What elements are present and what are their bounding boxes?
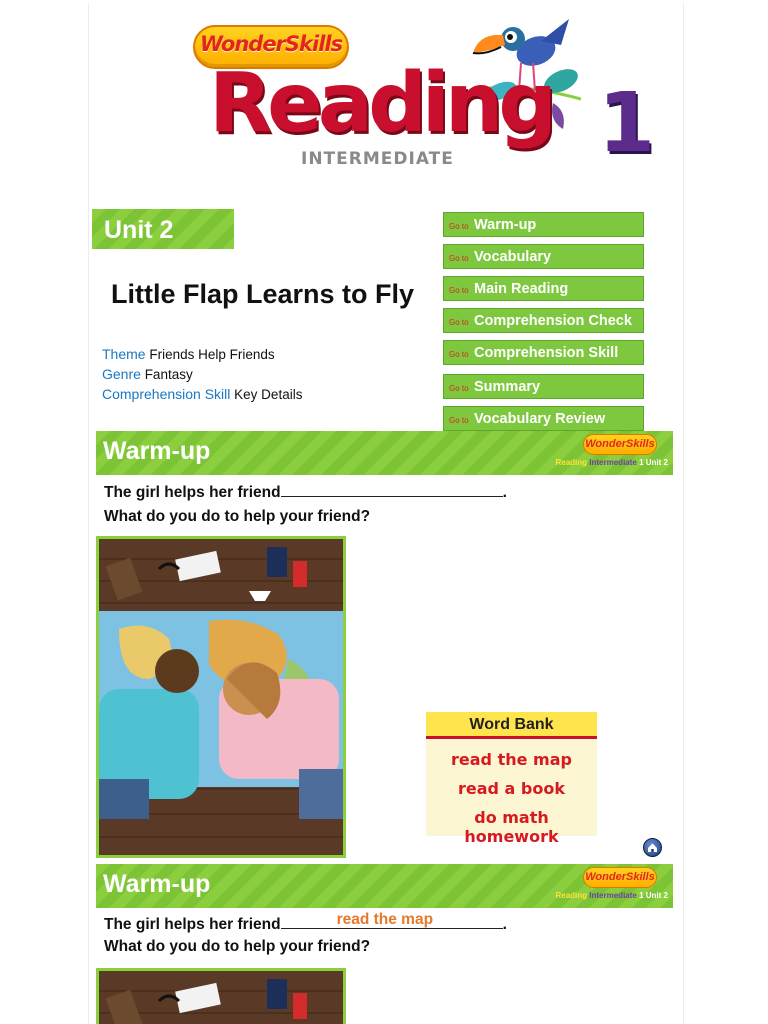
- answer-text: read the map: [336, 911, 434, 928]
- goto-vocabulary-review-button[interactable]: Go to Vocabulary Review: [443, 406, 644, 431]
- question-help-friend: What do you do to help your friend?: [104, 508, 371, 525]
- wonderskills-logo: WonderSkills: [583, 867, 657, 888]
- series-label: Reading Intermediate 1 Unit 2: [555, 891, 668, 900]
- series-label: Reading Intermediate 1 Unit 2: [555, 458, 668, 467]
- kids-reading-map-photo: [96, 536, 346, 858]
- meta-comprehension-skill: Comprehension Skill Key Details: [102, 386, 303, 402]
- document-page: [88, 3, 684, 1024]
- wonderskills-logo: WonderSkills: [583, 434, 657, 455]
- word-bank-item: read the map: [451, 750, 572, 769]
- word-bank-title: Word Bank: [426, 712, 597, 739]
- goto-main-reading-button[interactable]: Go to Main Reading: [443, 276, 644, 301]
- question-fill-blank: The girl helps her friend read the map .: [104, 911, 507, 933]
- warm-up-banner: [96, 431, 673, 475]
- unit-banner: [92, 209, 234, 249]
- meta-genre: Genre Fantasy: [102, 366, 193, 382]
- word-bank-item: read a book: [457, 779, 565, 798]
- reading-title: Reading: [209, 56, 552, 151]
- slide-heading: Warm-up: [103, 870, 211, 898]
- slide-heading: Warm-up: [103, 437, 211, 465]
- level-number: 1: [598, 76, 656, 171]
- answer-blank: [281, 911, 503, 929]
- wonderskills-logo: WonderSkills: [193, 21, 351, 73]
- goto-summary-button[interactable]: Go to Summary: [443, 374, 644, 399]
- home-icon[interactable]: [643, 838, 662, 857]
- goto-comprehension-check-button[interactable]: Go to Comprehension Check: [443, 308, 644, 333]
- intermediate-label: INTERMEDIATE: [301, 149, 454, 169]
- answer-blank: [281, 483, 503, 497]
- goto-warm-up-button[interactable]: Go to Warm-up: [443, 212, 644, 237]
- story-title: Little Flap Learns to Fly: [111, 279, 415, 309]
- unit-label: Unit 2: [104, 216, 174, 244]
- goto-vocabulary-button[interactable]: Go to Vocabulary: [443, 244, 644, 269]
- goto-comprehension-skill-button[interactable]: Go to Comprehension Skill: [443, 340, 644, 365]
- word-bank: [426, 712, 597, 846]
- warm-up-banner: [96, 864, 673, 908]
- question-help-friend: What do you do to help your friend?: [104, 938, 371, 955]
- meta-theme: Theme Friends Help Friends: [102, 346, 275, 362]
- word-bank-item: do math homework: [464, 808, 559, 846]
- kids-reading-map-photo: [96, 968, 346, 1024]
- question-fill-blank: The girl helps her friend .: [104, 484, 507, 501]
